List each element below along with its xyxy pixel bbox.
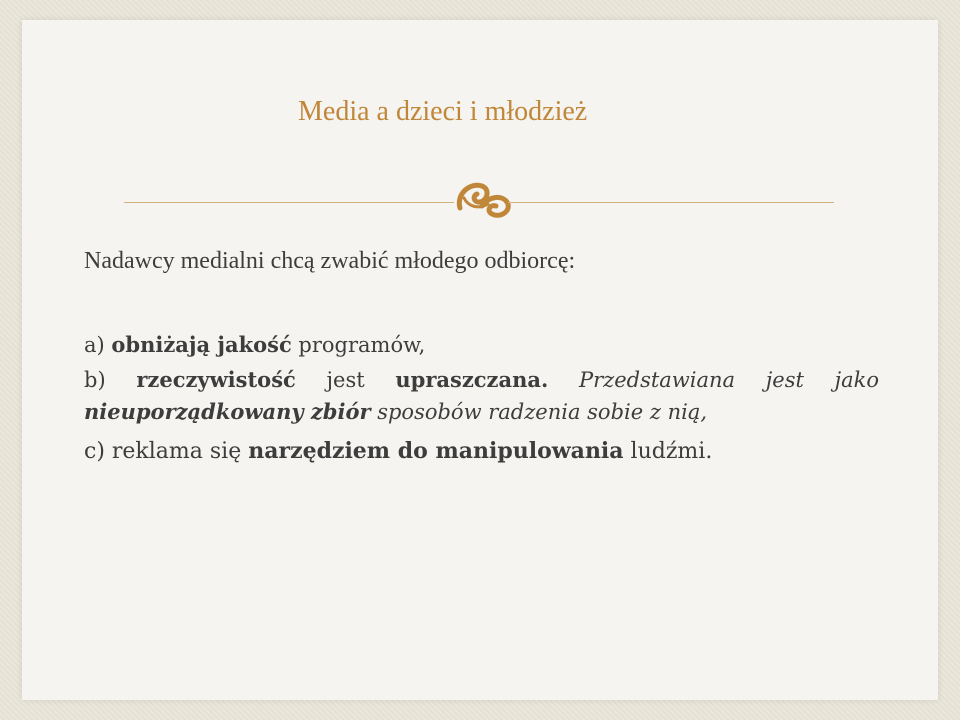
item-b-bold-italic: nieuporządkowany zbiór [84,399,371,424]
item-a-bold: obniżają jakość [111,332,292,357]
slide-title: Media a dzieci i młodzież [298,96,588,127]
slide-body [84,246,884,467]
item-b-italic1: Przedstawiana jest jako [548,368,880,392]
item-b-bold2: upraszczana. [395,367,549,392]
item-b-mid1: jest [295,368,396,392]
item-c-rest: ludźmi. [623,439,713,464]
item-b-prefix: b) [84,368,137,392]
list-item-c [84,436,884,467]
title-rule-right [508,202,834,203]
flourish-icon [452,176,512,222]
item-b-italic2: sposobów radzenia sobie z nią, [370,400,708,424]
item-c-bold: narzędziem do manipulowania [248,438,624,464]
intro-text: Nadawcy medialni chcą zwabić młodego odbiorcę: [84,248,576,274]
item-c-prefix: c) reklama się [84,439,249,464]
item-a-prefix: a) [84,333,112,357]
list-item-a [84,329,884,361]
item-a-rest: programów, [291,333,426,357]
title-rule-left [124,202,454,203]
list-item-b [84,364,879,428]
item-b-bold1: rzeczywistość [136,367,296,392]
